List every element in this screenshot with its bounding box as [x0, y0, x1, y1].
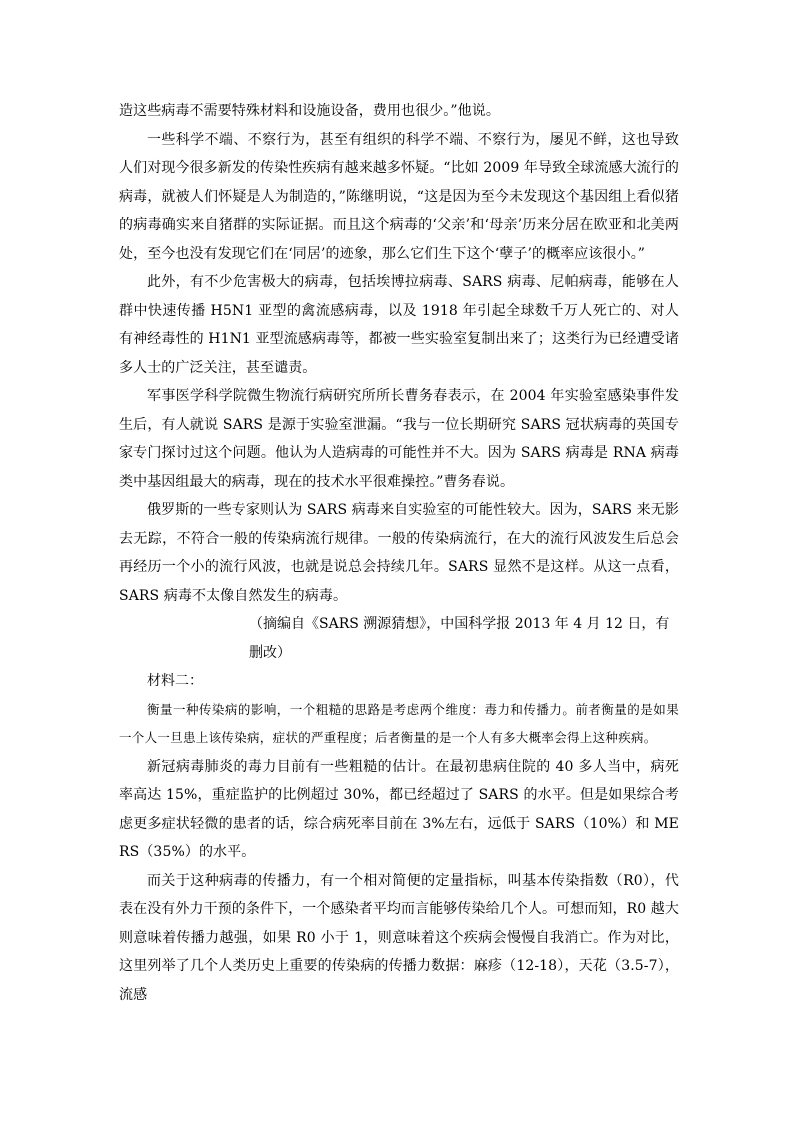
paragraph-continuation: 造这些病毒不需要特殊材料和设施设备，费用也很少。”他说。: [119, 103, 500, 119]
paragraph-virulence: 新冠病毒肺炎的毒力目前有一些粗糙的估计。在最初患病住院的 40 多人当中，病死率高达 15%，重症监护的比例超过 30%，都已经超过了 SARS 的水平。但是如果综合考虑更多症状轻微的患者的话，综合病死率目前在 3%左右，远低于 SARS（10%）和 MERS（35%）的水平。: [119, 758, 679, 860]
paragraph-transmissibility: 而关于这种病毒的传播力，有一个相对简便的定量指标，叫基本传染指数（R0），代表在没有外力干预的条件下，一个感染者平均而言能够传染给几个人。可想而知，R0 越大则意味着传播力越强，如果 R0 小于 1，则意味着这个疾病会慢慢自我消亡。作为对比，这里列举了几个人类历史上重要的传染病的传播力数据：麻疹（12-18），天花（3.5-7），流感: [119, 872, 679, 1003]
paragraph-russian-experts: 俄罗斯的一些专家则认为 SARS 病毒来自实验室的可能性较大。因为，SARS 来无影去无踪，不符合一般的传染病流行规律。一般的传染病流行，在大的流行风波发生后总会再经历一个小的流行风波，也就是说总会持续几年。SARS 显然不是这样。从这一点看，SARS 病毒不太像自然发生的病毒。: [119, 502, 679, 604]
paragraph-cao-wuchun: 军事医学科学院微生物流行病研究所所长曹务春表示，在 2004 年实验室感染事件发生后，有人就说 SARS 是源于实验室泄漏。“我与一位长期研究 SARS 冠状病毒的英国专家专门探讨过这个问题。他认为人造病毒的可能性并不大。因为 SARS 病毒是 RNA 病毒类中基因组最大的病毒，现在的技术水平很难操控。”曹务春说。: [119, 388, 679, 490]
source-citation: （摘编自《SARS 溯源猜想》，中国科学报 2013 年 4 月 12 日，有删改）: [249, 616, 670, 661]
material-two-label: 材料二：: [147, 673, 203, 689]
quoted-passage: 衡量一种传染病的影响，一个粗糙的思路是考虑两个维度：毒力和传播力。前者衡量的是如果一个人一旦患上该传染病，症状的严重程度；后者衡量的是一个人有多大概率会得上这种疾病。: [119, 701, 679, 745]
document-page: [119, 97, 679, 1009]
paragraph-dangerous-viruses: 此外，有不少危害极大的病毒，包括埃博拉病毒、SARS 病毒、尼帕病毒，能够在人群中快速传播 H5N1 亚型的禽流感病毒，以及 1918 年引起全球数千万人死亡的、对人有神经毒性的 H1N1 亚型流感病毒等，都被一些实验室复制出来了；这类行为已经遭受诸多人士的广泛关注，甚至谴责。: [119, 274, 679, 376]
paragraph-misconduct-suspicion: 一些科学不端、不察行为，甚至有组织的科学不端、不察行为，屡见不鲜，这也导致人们对现今很多新发的传染性疾病有越来越多怀疑。“比如 2009 年导致全球流感大流行的病毒，就被人们怀疑是人为制造的，”陈继明说，“这是因为至今未发现这个基因组上看似猪的病毒确实来自猪群的实际证据。而且这个病毒的‘父亲’和‘母亲’历来分居在欧亚和北美两处，至今也没有发现它们在‘同居’的迹象，那么它们生下这个‘孽子’的概率应该很小。”: [119, 131, 679, 262]
